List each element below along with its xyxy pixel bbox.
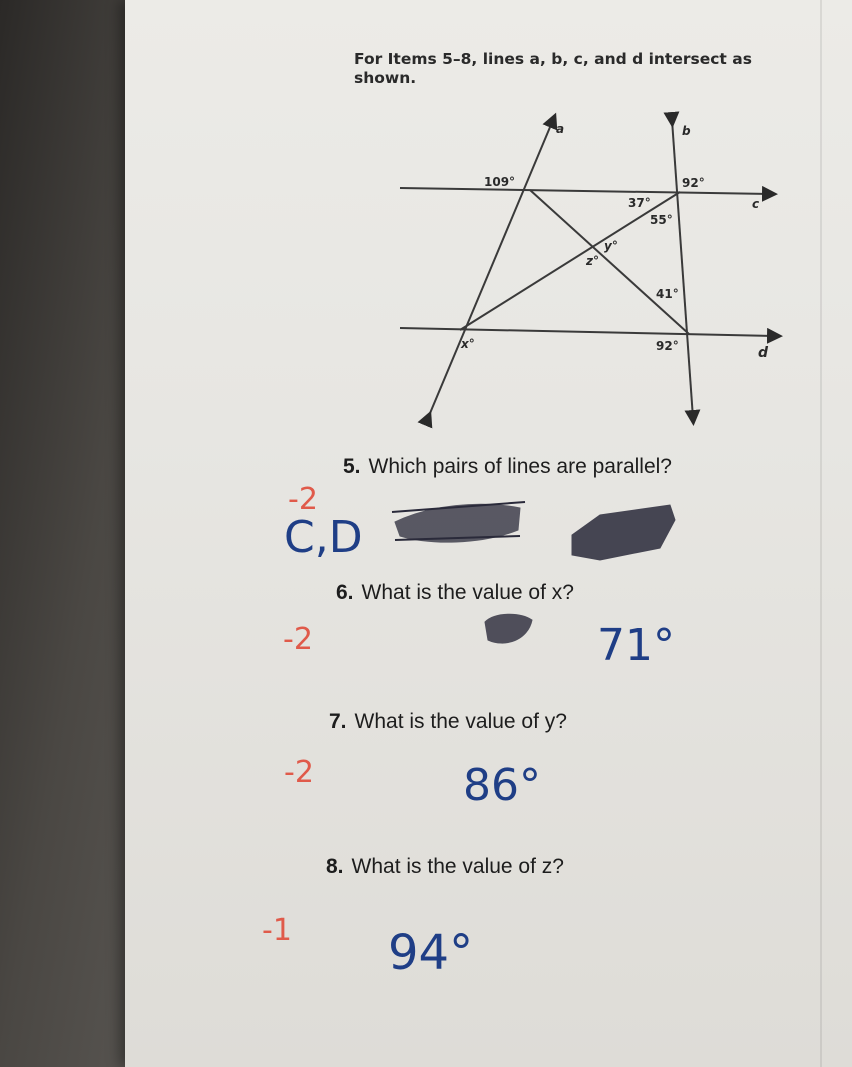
- angle-y: y°: [604, 239, 618, 253]
- instructions-text: For Items 5–8, lines a, b, c, and d intersect as shown.: [354, 50, 752, 87]
- angle-92-top: 92°: [682, 176, 705, 190]
- label-c: c: [752, 197, 760, 211]
- label-b: b: [682, 124, 691, 138]
- angle-41: 41°: [656, 287, 679, 301]
- question-5: 5. Which pairs of lines are parallel?: [343, 455, 672, 478]
- angle-37: 37°: [628, 196, 651, 210]
- question-6: 6. What is the value of x?: [336, 581, 574, 604]
- q7-score-mark: -2: [284, 755, 314, 790]
- q6-score-mark: -2: [283, 622, 313, 657]
- label-a: a: [556, 122, 565, 136]
- q5-answer: C,D: [284, 512, 363, 563]
- angle-92-bottom: 92°: [656, 339, 679, 353]
- q7-answer: 86°: [463, 760, 541, 811]
- angle-z: z°: [586, 254, 599, 268]
- angle-109: 109°: [484, 175, 516, 189]
- q5-score-mark: -2: [288, 482, 318, 517]
- label-d: d: [758, 345, 769, 361]
- q8-score-mark: -1: [262, 913, 292, 948]
- question-8: 8. What is the value of z?: [326, 855, 564, 878]
- q8-answer: 94°: [388, 925, 474, 981]
- question-7: 7. What is the value of y?: [329, 710, 567, 733]
- angle-55: 55°: [650, 213, 673, 227]
- q6-answer: 71°: [597, 620, 675, 671]
- angle-x: x°: [461, 337, 475, 351]
